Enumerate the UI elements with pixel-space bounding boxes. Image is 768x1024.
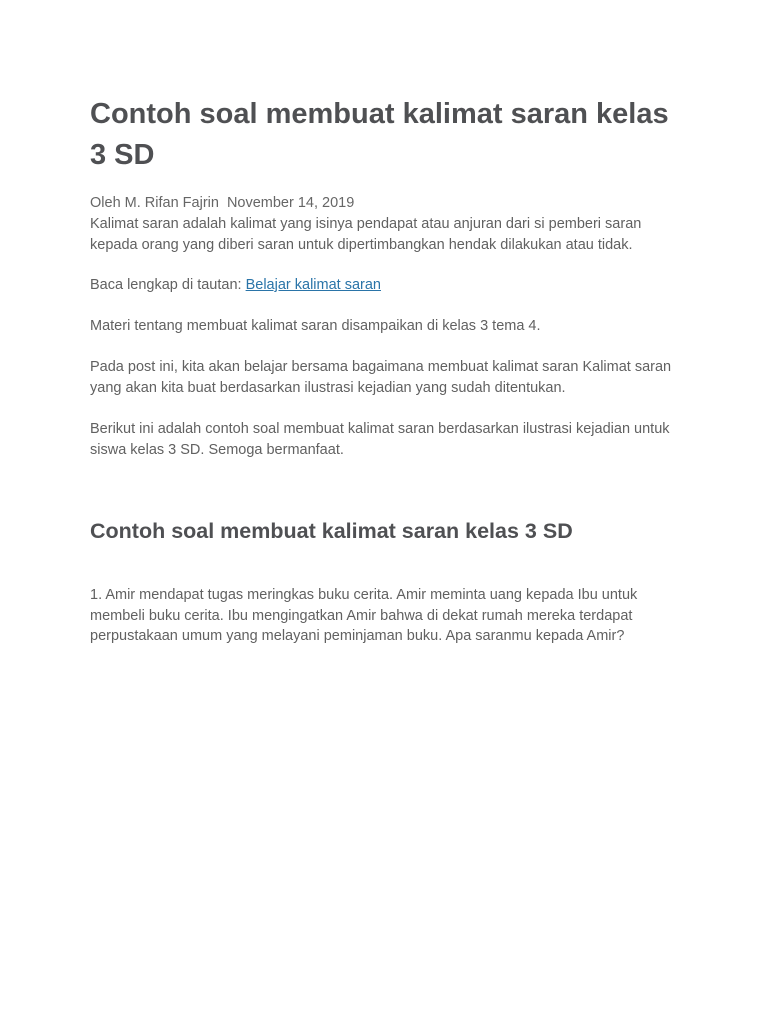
byline [90,193,678,213]
intro-paragraph: Kalimat saran adalah kalimat yang isinya pendapat atau anjuran dari si pemberi saran kepada orang yang diberi saran untuk dipertimbangkan hendak dilakukan atau tidak. [90,216,642,253]
post-intro-paragraph: Pada post ini, kita akan belajar bersama bagaimana membuat kalimat saran Kalimat saran yang akan kita buat berdasarkan ilustrasi kejadian yang sudah ditentukan. [90,359,672,396]
example-intro-paragraph: Berikut ini adalah contoh soal membuat kalimat saran berdasarkan ilustrasi kejadian untuk siswa kelas 3 SD. Semoga bermanfaat. [90,421,670,458]
author: Oleh M. Rifan Fajrin [90,195,219,211]
question-1: 1. Amir mendapat tugas meringkas buku cerita. Amir meminta uang kepada Ibu untuk membeli buku cerita. Ibu mengingatkan Amir bahwa di dekat rumah mereka terdapat perpustakaan umum yang melayani peminjaman buku. Apa saranmu kepada Amir? [90,587,638,644]
belajar-kalimat-saran-link[interactable]: Belajar kalimat saran [245,277,381,293]
page-title: Contoh soal membuat kalimat saran kelas 3 SD [90,98,669,171]
section-heading: Contoh soal membuat kalimat saran kelas 3 SD [90,519,573,543]
read-more-prefix: Baca lengkap di tautan: [90,277,246,293]
publish-date: November 14, 2019 [226,195,355,211]
read-more-paragraph [90,275,678,296]
material-paragraph: Materi tentang membuat kalimat saran disampaikan di kelas 3 tema 4. [90,318,541,334]
